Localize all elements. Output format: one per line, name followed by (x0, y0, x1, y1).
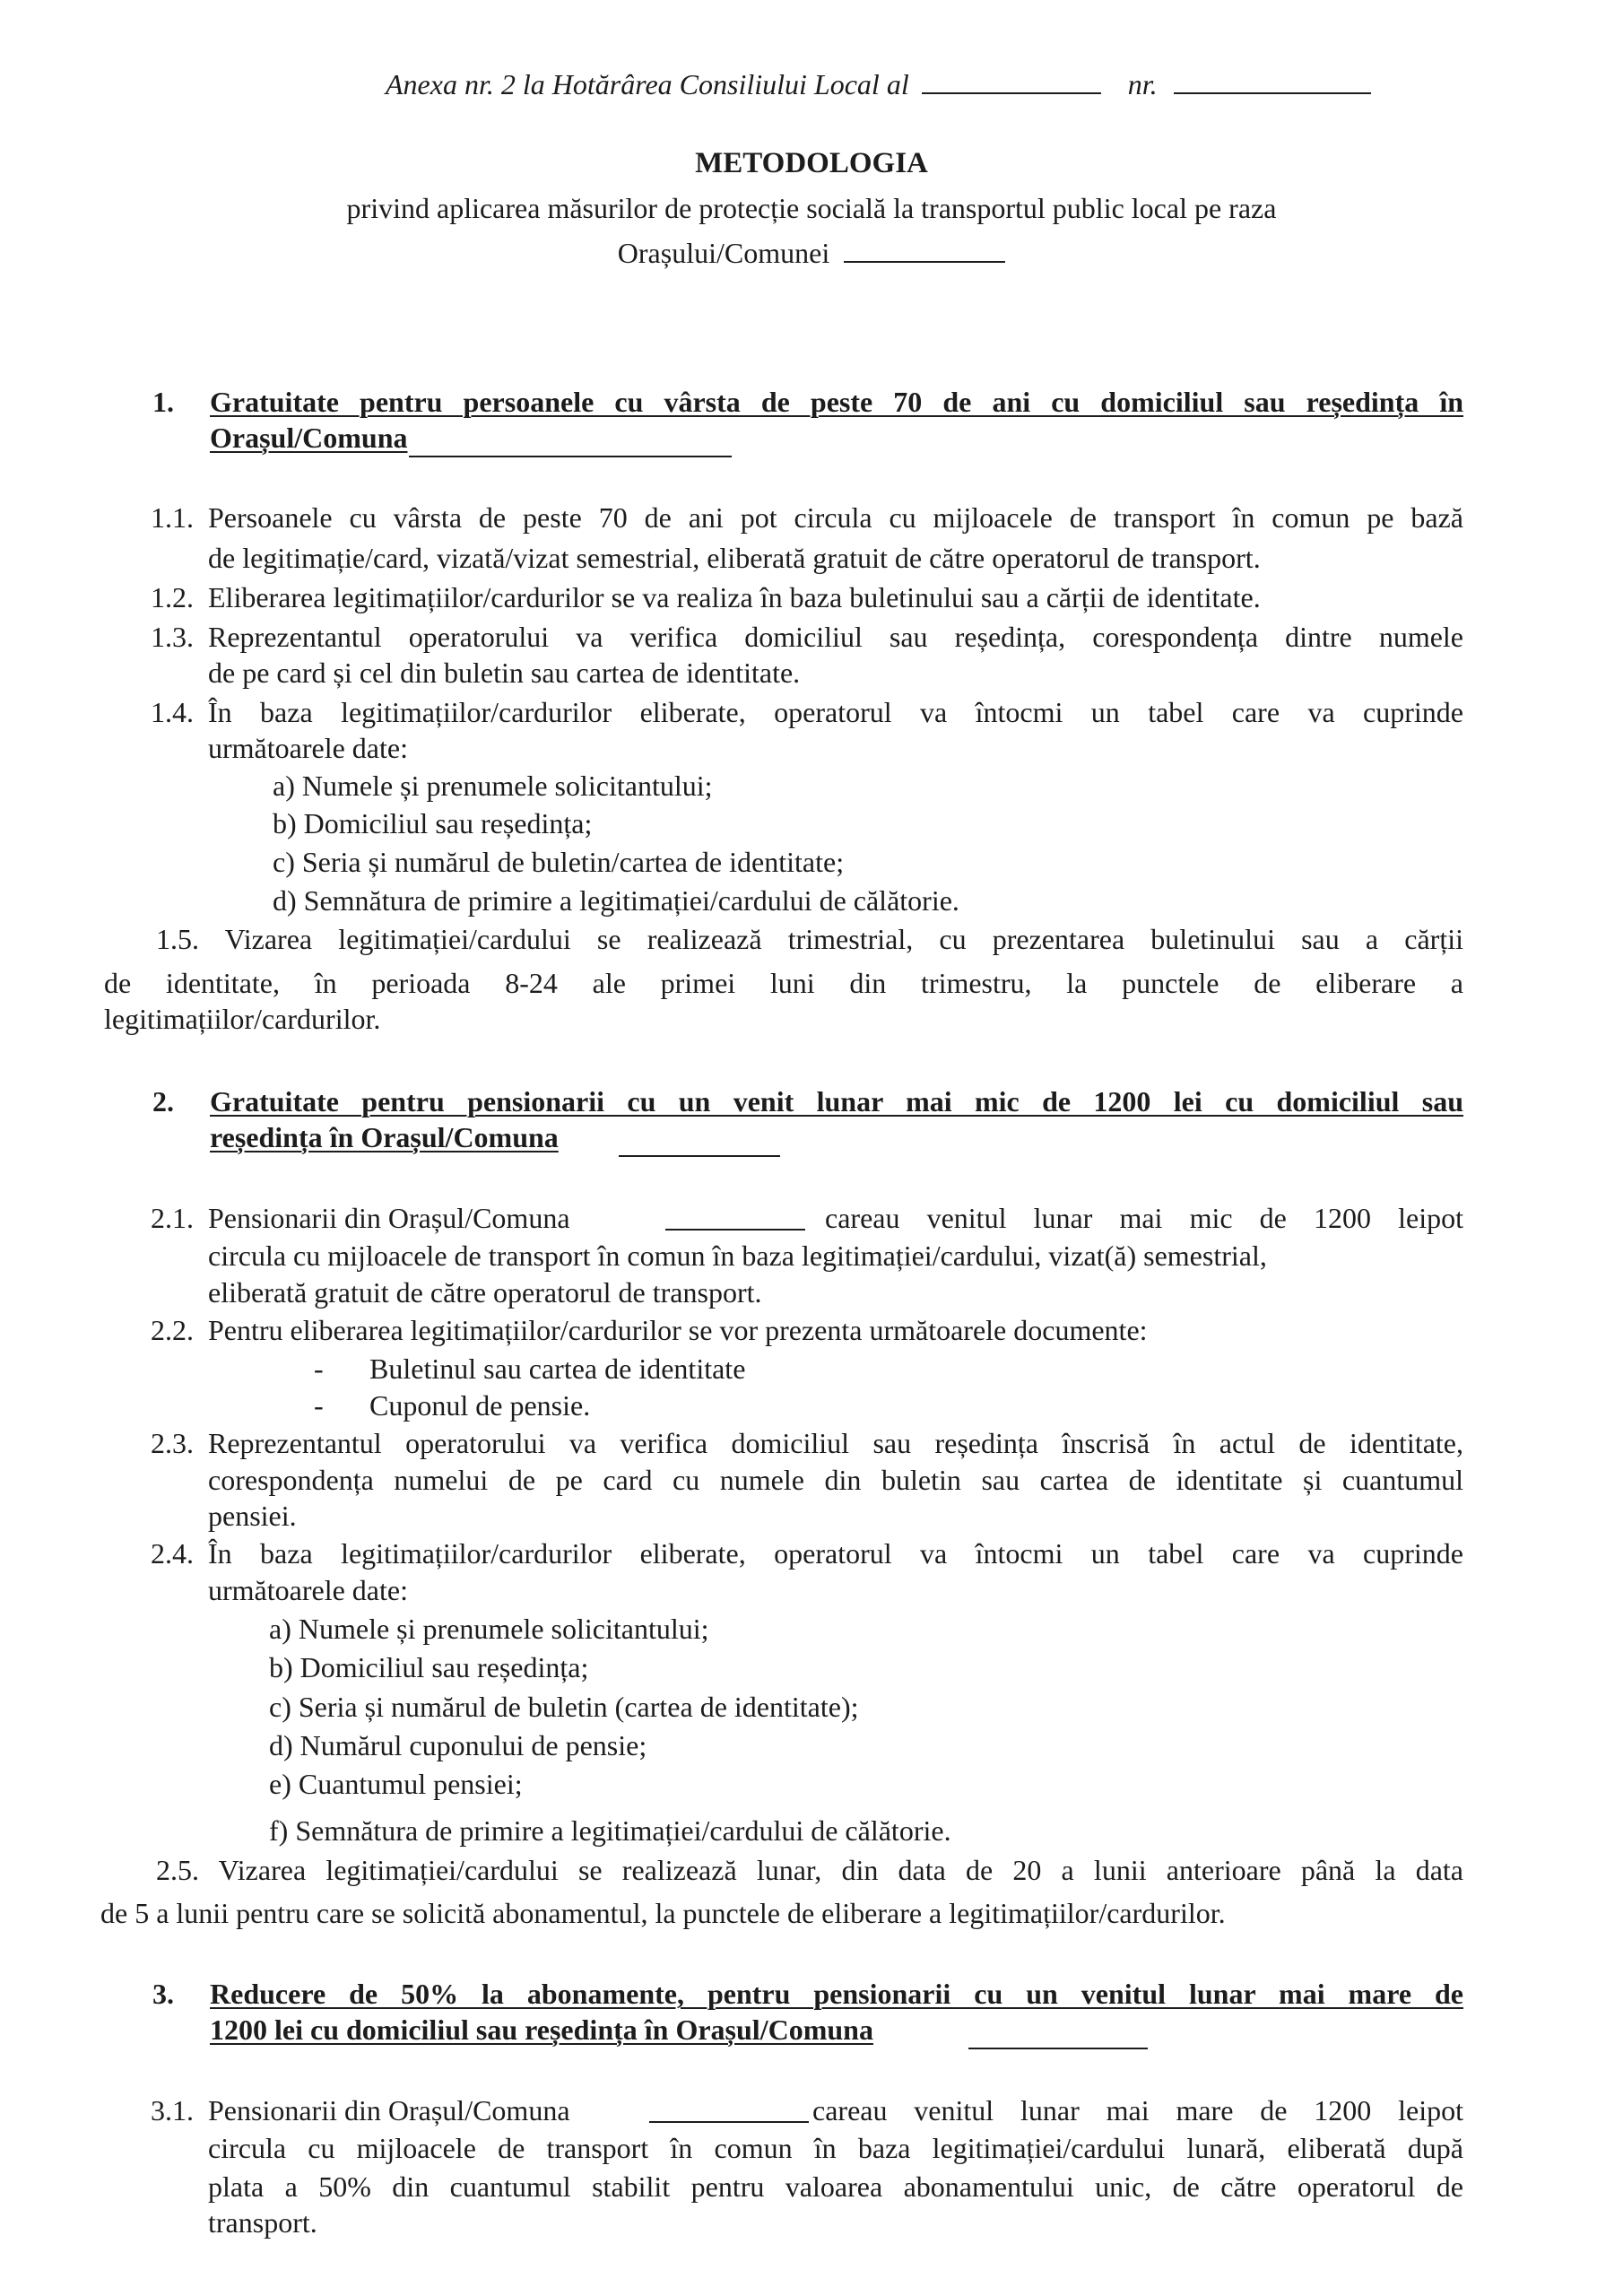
annex-header (386, 66, 1371, 102)
p-3-1-line-3: plata a 50% din cuantumul stabilit pentru valoarea abonamentului unic, de către operatorul de (208, 2170, 1463, 2203)
list-item: b) Domiciliul sau reședința; (269, 1651, 589, 1683)
doc-list-item: Buletinul sau cartea de identitate (369, 1352, 746, 1385)
nr-blank (1174, 67, 1371, 94)
section-2-heading-rule (619, 1155, 780, 1157)
p-1-3-line-2: de pe card și cel din buletin sau cartea de identitate. (208, 657, 801, 689)
p-2-1-line-3: eliberată gratuit de către operatorul de transport. (208, 1276, 762, 1309)
p-3-1-line-1a: Pensionarii din Orașul/Comuna (208, 2094, 570, 2126)
list-item: e) Cuantumul pensiei; (269, 1768, 523, 1800)
section-3-heading-1: Reducere de 50% la abonamente, pentru pensionarii cu un venitul lunar mai mare de (210, 1978, 1463, 2010)
council-blank (922, 67, 1101, 94)
annex-text: Anexa nr. 2 la Hotărârea Consiliului Local al (386, 68, 909, 100)
section-1-heading-rule (409, 456, 732, 457)
subtitle-location: Orașului/Comunei (617, 237, 830, 269)
list-item: d) Numărul cuponului de pensie; (269, 1729, 647, 1761)
p-1-3-line-1: Reprezentantul operatorului va verifica domiciliul sau reședința, corespondența dintre numele (208, 621, 1463, 653)
section-1-heading-2: Orașul/Comuna (210, 422, 408, 454)
p-3-1-blank (649, 2121, 809, 2123)
list-item: d) Semnătura de primire a legitimației/cardului de călătorie. (273, 884, 959, 917)
section-1-number: 1. (152, 386, 174, 418)
p-2-4-number: 2.4. (151, 1537, 194, 1570)
p-1-3-number: 1.3. (151, 621, 194, 653)
p-1-5-line-2: de identitate, în perioada 8-24 ale primei luni din trimestru, la punctele de eliberare a (104, 967, 1463, 999)
doc-list-item: Cuponul de pensie. (369, 1389, 591, 1422)
doc-list-dash: - (314, 1389, 324, 1422)
p-3-1-number: 3.1. (151, 2094, 194, 2126)
p-1-5-line-3: legitimațiilor/cardurilor. (104, 1003, 381, 1035)
document-title: METODOLOGIA (695, 147, 928, 179)
p-2-1-line-1a: Pensionarii din Orașul/Comuna (208, 1202, 570, 1234)
section-3-number: 3. (152, 1978, 174, 2010)
document-subtitle-1: privind aplicarea măsurilor de protecție socială la transportul public local pe raza (346, 192, 1277, 224)
p-2-4-line-1: În baza legitimațiilor/cardurilor eliberate, operatorul va întocmi un tabel care va cuprinde (208, 1537, 1463, 1570)
p-1-1-line-1: Persoanele cu vârsta de peste 70 de ani pot circula cu mijloacele de transport în comun pe bază (208, 501, 1463, 534)
p-3-1-line-2: circula cu mijloacele de transport în comun în baza legitimației/cardului lunară, eliberată după (208, 2132, 1463, 2164)
section-3-heading-2: 1200 lei cu domiciliul sau reședința în Orașul/Comuna (210, 2013, 873, 2046)
p-2-1-blank (665, 1229, 805, 1231)
section-2-number: 2. (152, 1085, 174, 1118)
list-item: a) Numele și prenumele solicitantului; (273, 770, 713, 802)
p-3-1-line-1b: careau venitul lunar mai mare de 1200 leipot (812, 2094, 1463, 2126)
p-1-2-line-1: Eliberarea legitimațiilor/cardurilor se va realiza în baza buletinului sau a cărții de identitate. (208, 581, 1261, 613)
p-1-1-number: 1.1. (151, 501, 194, 534)
p-2-1-line-1b: careau venitul lunar mai mic de 1200 leipot (825, 1202, 1463, 1234)
p-2-4-line-2: următoarele date: (208, 1574, 408, 1606)
p-2-1-number: 2.1. (151, 1202, 194, 1234)
section-2-heading-2: reședința în Orașul/Comuna (210, 1121, 559, 1153)
section-1-heading-1: Gratuitate pentru persoanele cu vârsta de peste 70 de ani cu domiciliul sau reședința în (210, 386, 1463, 418)
section-2-heading-1: Gratuitate pentru pensionarii cu un venit lunar mai mic de 1200 lei cu domiciliul sau (210, 1085, 1463, 1118)
p-2-3-line-1: Reprezentantul operatorului va verifica domiciliul sau reședința înscrisă în actul de identitate, (208, 1427, 1463, 1459)
doc-list-dash: - (314, 1352, 324, 1385)
p-2-5-line-1: 2.5. Vizarea legitimației/cardului se realizează lunar, din data de 20 a lunii anterioare până la data (156, 1854, 1463, 1886)
p-2-3-line-2: corespondența numelui de pe card cu numele din buletin sau cartea de identitate și cuantumul (208, 1464, 1463, 1496)
section-3-heading-rule (968, 2048, 1148, 2049)
nr-label: nr. (1127, 68, 1158, 100)
p-2-3-number: 2.3. (151, 1427, 194, 1459)
list-item: c) Seria și numărul de buletin (cartea de identitate); (269, 1691, 859, 1723)
document-subtitle-2 (0, 235, 1623, 271)
p-2-3-line-3: pensiei. (208, 1500, 297, 1532)
p-1-4-number: 1.4. (151, 696, 194, 728)
p-1-1-line-2: de legitimație/card, vizată/vizat semestrial, eliberată gratuit de către operatorul de transport. (208, 542, 1261, 574)
list-item: a) Numele și prenumele solicitantului; (269, 1613, 709, 1645)
location-blank (844, 236, 1005, 263)
p-2-2-number: 2.2. (151, 1314, 194, 1346)
p-2-1-line-2: circula cu mijloacele de transport în comun în baza legitimației/cardului, vizat(ă) semestrial, (208, 1239, 1267, 1272)
list-item: f) Semnătura de primire a legitimației/cardului de călătorie. (269, 1814, 951, 1847)
p-1-2-number: 1.2. (151, 581, 194, 613)
p-1-4-line-1: În baza legitimațiilor/cardurilor eliberate, operatorul va întocmi un tabel care va cuprinde (208, 696, 1463, 728)
list-item: b) Domiciliul sau reședința; (273, 807, 593, 839)
p-3-1-line-4: transport. (208, 2206, 317, 2239)
p-2-2-line-1: Pentru eliberarea legitimațiilor/cardurilor se vor prezenta următoarele documente: (208, 1314, 1148, 1346)
p-1-5-line-1: 1.5. Vizarea legitimației/cardului se realizează trimestrial, cu prezentarea buletinului sau a cărții (156, 923, 1463, 955)
p-1-4-line-2: următoarele date: (208, 732, 408, 764)
list-item: c) Seria și numărul de buletin/cartea de identitate; (273, 846, 845, 878)
p-2-5-line-2: de 5 a lunii pentru care se solicită abonamentul, la punctele de eliberare a legitimațiilor/cardurilor. (100, 1897, 1226, 1929)
